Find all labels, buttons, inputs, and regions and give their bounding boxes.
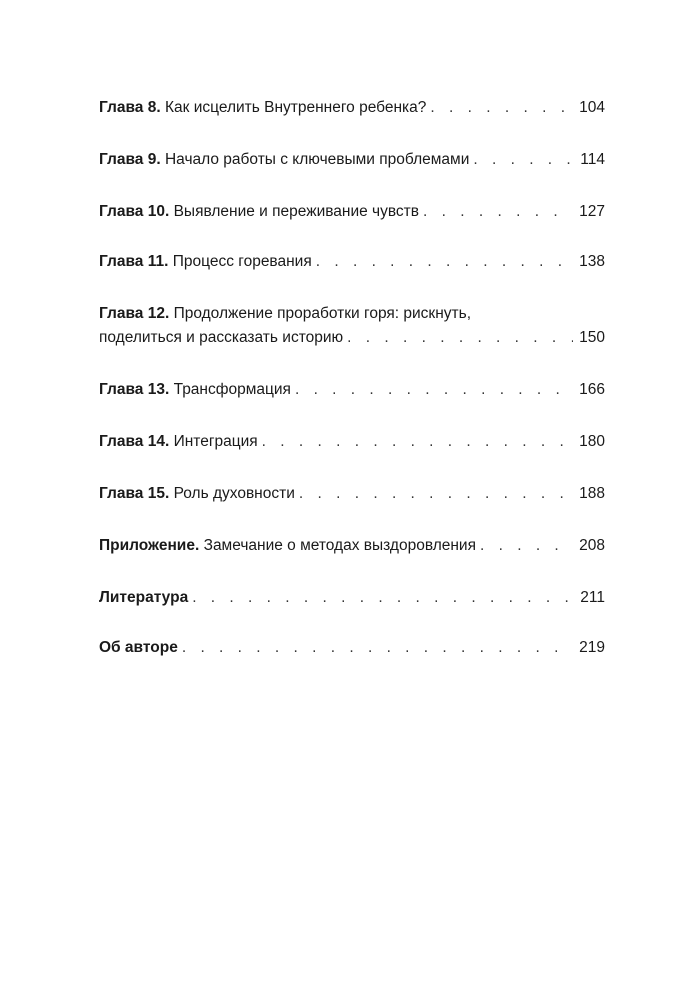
- toc-entry-title: Трансформация: [173, 381, 291, 398]
- toc-entry-title: Процесс горевания: [172, 253, 312, 270]
- toc-leader-dots: [347, 326, 573, 350]
- toc-entry-chapter-15[interactable]: [99, 482, 605, 506]
- toc-entry-title: Роль духовности: [173, 485, 295, 502]
- toc-entry-title: Интеграция: [173, 433, 258, 450]
- toc-entry-label: Глава 12.: [99, 305, 170, 322]
- toc-entry-page: 127: [579, 203, 605, 220]
- toc-entry-label: Глава 11.: [99, 253, 169, 270]
- toc-entry-label: Глава 8.: [99, 99, 161, 116]
- toc-entry-label: Глава 15.: [99, 485, 170, 502]
- toc-entry-page: 150: [579, 329, 605, 346]
- toc-entry-title: Начало работы с ключевыми проблемами: [164, 151, 470, 168]
- toc-entry-page: 104: [579, 99, 605, 116]
- toc-entry-label: Об авторе: [99, 639, 178, 656]
- toc-entry-label: Глава 14.: [99, 433, 170, 450]
- toc-leader-dots: [295, 378, 573, 402]
- toc-entry-literature[interactable]: [99, 586, 605, 610]
- toc-entry-page: 219: [579, 639, 605, 656]
- toc-entry-page: 180: [579, 433, 605, 450]
- toc-entry-page: 208: [579, 537, 605, 554]
- toc-entry-page: 138: [579, 253, 605, 270]
- toc-entry-page: 166: [579, 381, 605, 398]
- toc-entry-chapter-13[interactable]: [99, 378, 605, 402]
- toc-entry-chapter-8[interactable]: [99, 96, 605, 120]
- toc-entry-title: Как исцелить Внутреннего ребенка?: [164, 99, 427, 116]
- toc-entry-chapter-9[interactable]: [99, 148, 605, 172]
- toc-leader-dots: [423, 200, 573, 224]
- toc-entry-about-author[interactable]: [99, 636, 605, 660]
- toc-entry-title: Выявление и переживание чувств: [173, 203, 420, 220]
- toc-leader-dots: [473, 148, 574, 172]
- toc-leader-dots: [316, 250, 573, 274]
- toc-entry-label: Глава 9.: [99, 151, 161, 168]
- toc-leader-dots: [182, 636, 573, 660]
- toc-entry-page: 114: [580, 151, 605, 168]
- toc-entry-page: 188: [579, 485, 605, 502]
- toc-entry-label: Глава 10.: [99, 203, 170, 220]
- toc-leader-dots: [480, 534, 573, 558]
- toc-entry-appendix[interactable]: [99, 534, 605, 558]
- toc-entry-chapter-10[interactable]: [99, 200, 605, 224]
- toc-entry-label: Приложение.: [99, 537, 200, 554]
- toc-leader-dots: [299, 482, 573, 506]
- toc-entry-title: Продолжение проработки горя: рискнуть,: [173, 305, 471, 322]
- toc-entry-title-continued: поделиться и рассказать историю: [99, 329, 344, 346]
- toc-leader-dots: [430, 96, 573, 120]
- toc-leader-dots: [262, 430, 573, 454]
- toc-entry-title: Замечание о методах выздоровления: [203, 537, 476, 554]
- toc-leader-dots: [192, 586, 574, 610]
- toc-entry-chapter-12[interactable]: [99, 302, 605, 350]
- toc-entry-chapter-14[interactable]: [99, 430, 605, 454]
- toc-entry-label: Литература: [99, 589, 189, 606]
- toc-entry-label: Глава 13.: [99, 381, 170, 398]
- toc-entry-page: 211: [580, 589, 605, 606]
- toc-entry-chapter-11[interactable]: [99, 250, 605, 274]
